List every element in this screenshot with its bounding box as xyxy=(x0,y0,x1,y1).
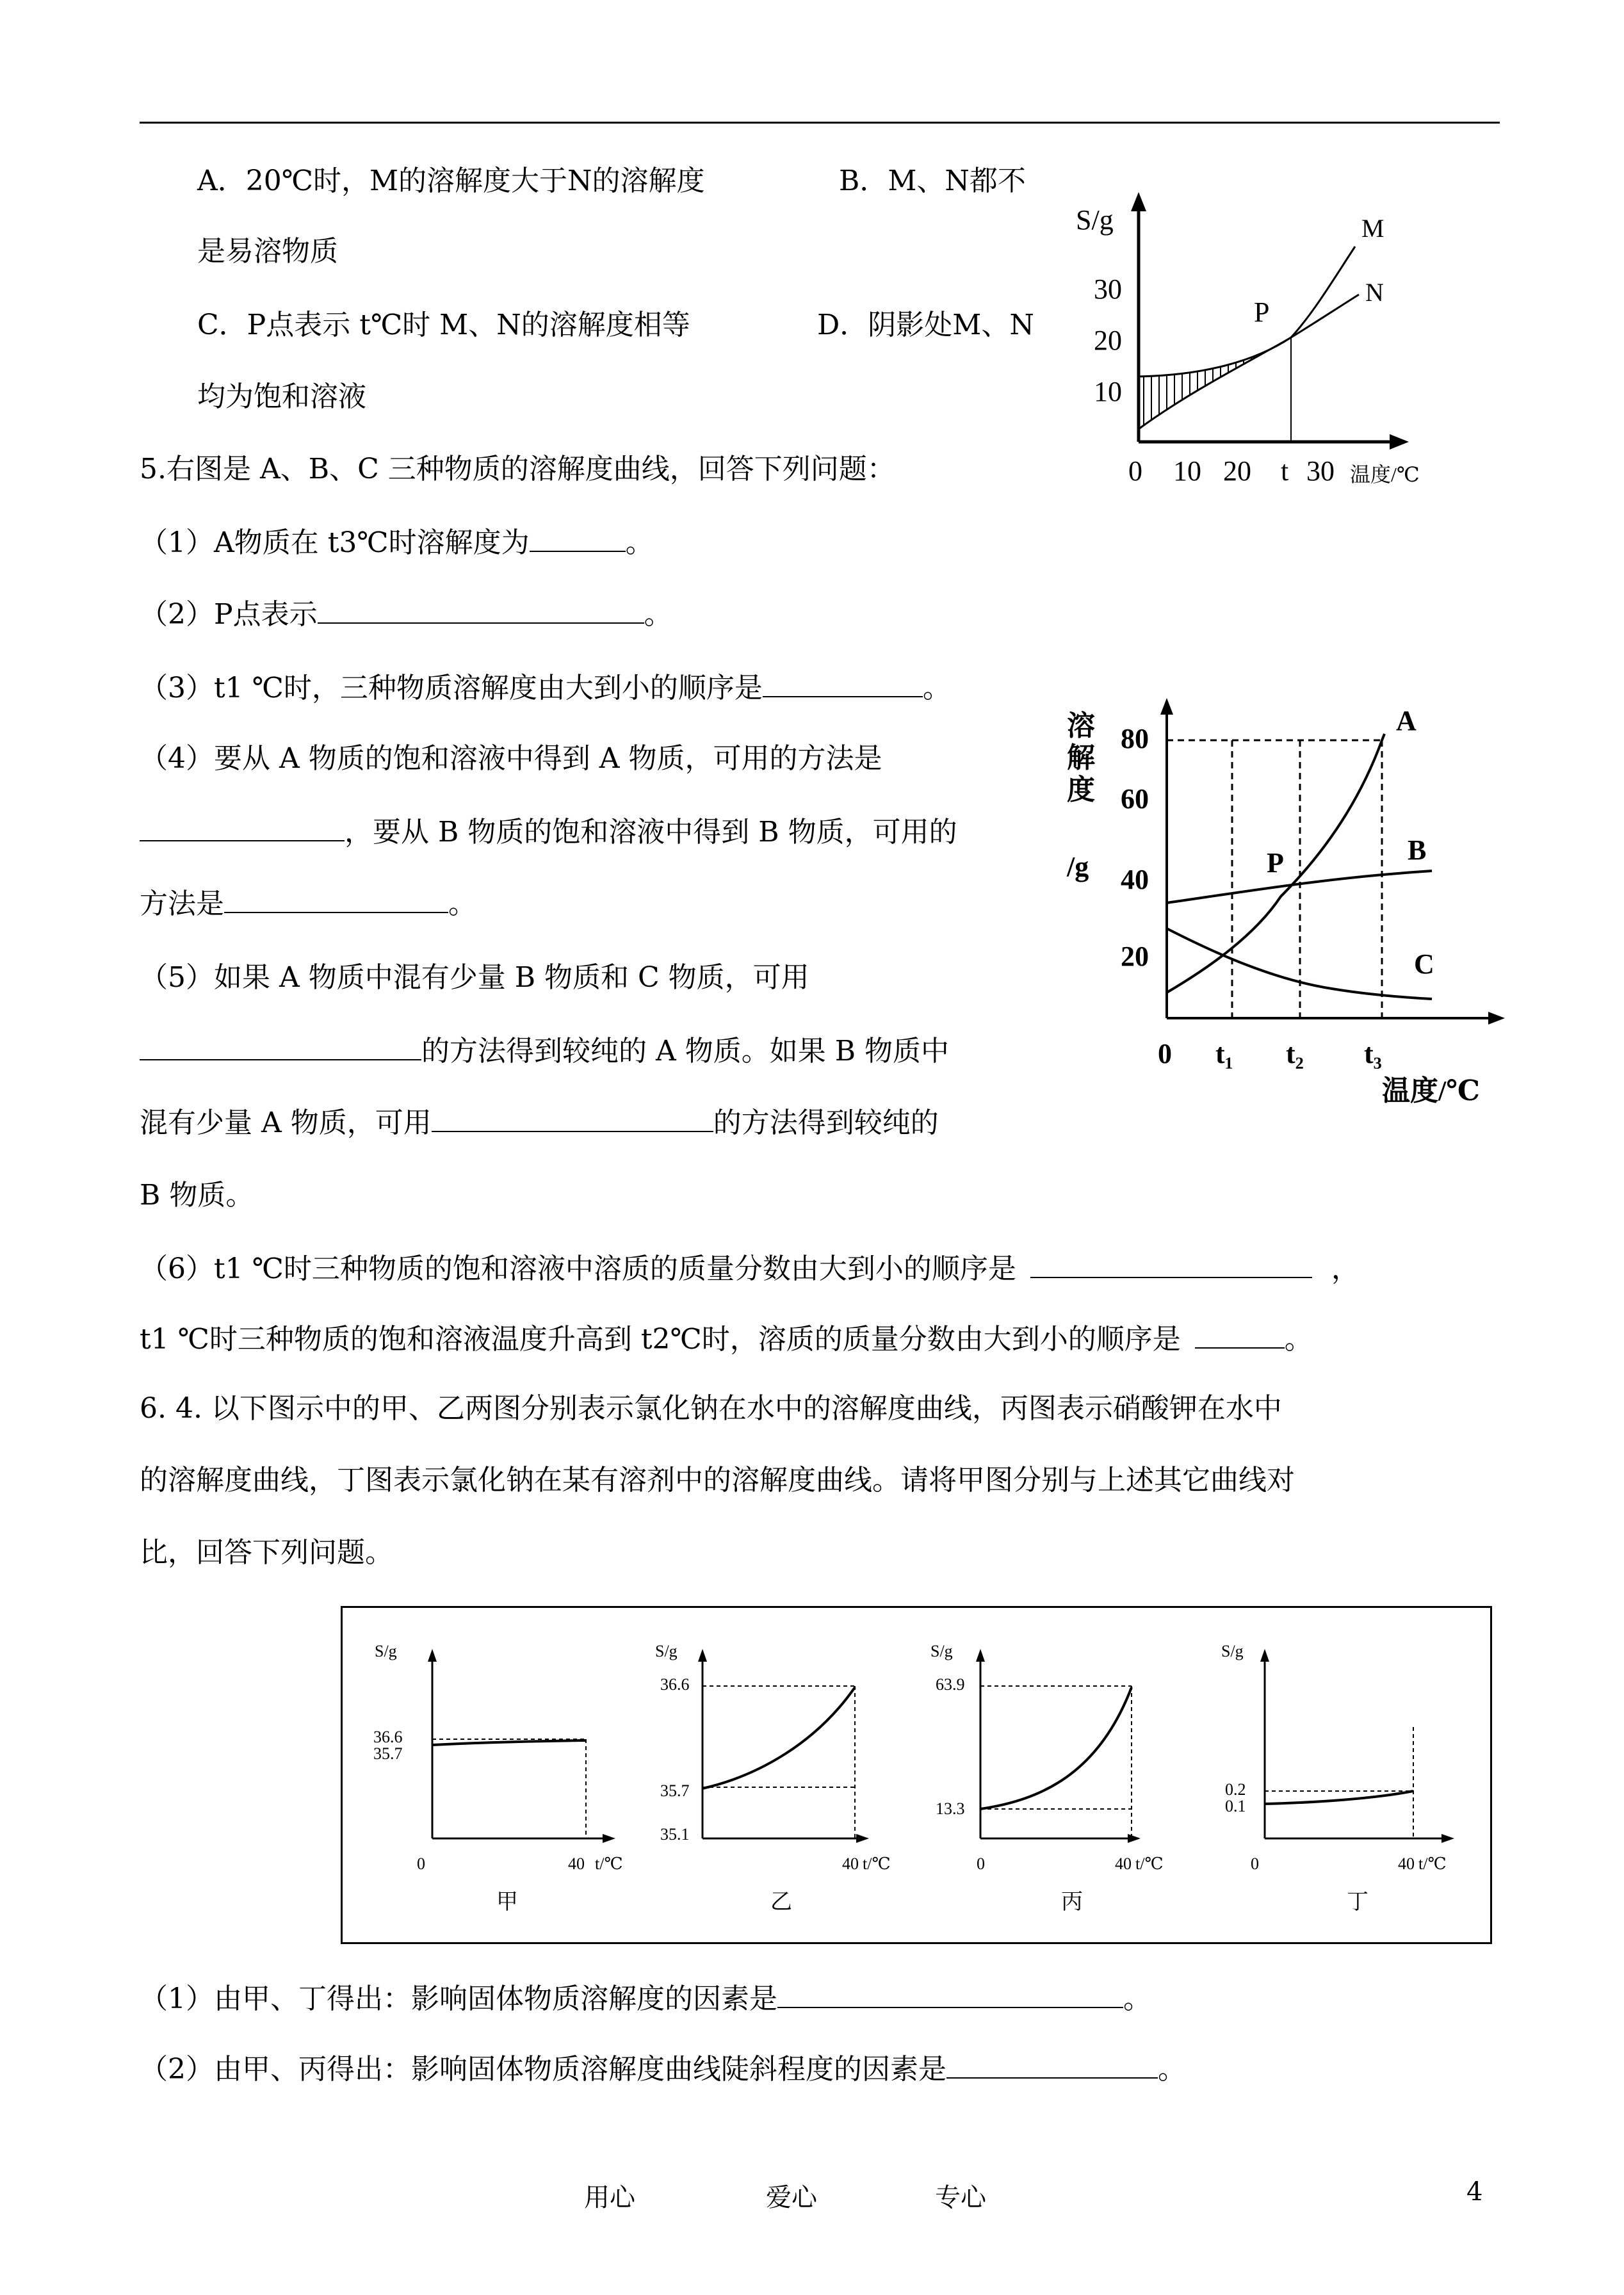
y-label-char-4: /g xyxy=(1067,851,1089,882)
q5-item-4-line2 xyxy=(140,812,957,852)
q6-answer-1-text: （1）由甲、丁得出：影响固体物质溶解度的因素是 xyxy=(140,1983,777,2015)
x-tick-40: 40 xyxy=(1115,1854,1132,1873)
q6-answer-1 xyxy=(140,1979,1151,2018)
y-axis-label: S/g xyxy=(1076,204,1114,236)
q5-item-5-line2 xyxy=(140,1031,949,1071)
answer-blank[interactable] xyxy=(224,884,448,913)
x-tick-40: 40 xyxy=(842,1854,859,1873)
option-d: D．阴影处M、N xyxy=(817,309,1034,341)
x-tick-40: 40 xyxy=(568,1854,585,1873)
answer-blank[interactable] xyxy=(530,523,626,552)
x-axis-label: 温度/℃ xyxy=(1350,463,1420,486)
panel-yi xyxy=(655,1642,891,1914)
y-label-char-2: 解 xyxy=(1067,742,1095,774)
x-tick-20: 20 xyxy=(1223,455,1251,487)
x-axis-arrow xyxy=(1390,434,1409,450)
q5-item-5-line1: （5）如果 A 物质中混有少量 B 物质和 C 物质，可用 xyxy=(140,961,809,994)
point-p-label: P xyxy=(1267,847,1284,879)
q6-answer-2-text: （2）由甲、丙得出：影响固体物质溶解度曲线陡斜程度的因素是 xyxy=(140,2053,946,2086)
q5-item-5-line3-end: 的方法得到较纯的 xyxy=(713,1107,939,1139)
q5-item-3-text: （3）t1 ℃时，三种物质溶解度由大到小的顺序是 xyxy=(140,672,763,704)
x-tick-t1: t₁ xyxy=(1215,1038,1233,1069)
punct: 。 xyxy=(448,888,476,920)
x-tick-0: 0 xyxy=(1128,455,1142,487)
y-tick-bottom: 35.1 xyxy=(660,1825,690,1844)
q5-item-5-line2-text: 的方法得到较纯的 A 物质。如果 B 物质中 xyxy=(421,1035,950,1067)
y-label-char-3: 度 xyxy=(1067,774,1095,806)
x-axis-arrow xyxy=(1441,1834,1454,1843)
y-tick-80: 80 xyxy=(1121,723,1149,754)
q6-line2: 的溶解度曲线，丁图表示氯化钠在某有溶剂中的溶解度曲线。请将甲图分别与上述其它曲线对 xyxy=(140,1464,1295,1496)
answer-blank[interactable] xyxy=(140,812,345,841)
point-p-label: P xyxy=(1254,296,1270,328)
x-tick-0: 0 xyxy=(1158,1038,1172,1069)
panel-ding xyxy=(1221,1642,1454,1914)
punct: 。 xyxy=(922,672,951,704)
page-number: 4 xyxy=(1466,2177,1483,2207)
option-b-cont: 是易溶物质 xyxy=(197,235,338,268)
panel-bing xyxy=(930,1642,1164,1914)
y-tick-top: 36.6 xyxy=(373,1728,403,1746)
x-axis-label: t/℃ xyxy=(595,1854,623,1873)
y-axis-label: S/g xyxy=(655,1642,678,1660)
q5-item-6-line2-text: t1 ℃时三种物质的饱和溶液温度升高到 t2℃时，溶质的质量分数由大到小的顺序是 xyxy=(140,1323,1181,1356)
q5-item-6-line1 xyxy=(140,1249,1360,1288)
q5-item-5-line3 xyxy=(140,1103,939,1142)
punct: 。 xyxy=(644,598,672,631)
y-axis-label: S/g xyxy=(930,1642,953,1660)
answer-blank[interactable] xyxy=(1195,1319,1285,1349)
q5-item-4-line1: （4）要从 A 物质的饱和溶液中得到 A 物质，可用的方法是 xyxy=(140,742,882,775)
q5-item-6-line2 xyxy=(140,1319,1313,1359)
y-tick-40: 40 xyxy=(1121,864,1149,895)
answer-blank[interactable] xyxy=(1030,1249,1312,1278)
y-tick-top: 36.6 xyxy=(660,1675,690,1694)
x-axis-arrow xyxy=(603,1834,615,1843)
q5-item-5-line3-text: 混有少量 A 物质，可用 xyxy=(140,1107,432,1139)
punct: 。 xyxy=(1284,1323,1313,1356)
y-axis-label: S/g xyxy=(1221,1642,1244,1660)
punct: 。 xyxy=(1123,1983,1151,2015)
x-axis-arrow xyxy=(856,1834,869,1843)
panel-caption: 甲 xyxy=(496,1890,518,1914)
q6-line1: 6. 4. 以下图示中的甲、乙两图分别表示氯化钠在水中的溶解度曲线，丙图表示硝酸钾在水中 xyxy=(140,1392,1282,1425)
q5-item-2 xyxy=(140,594,672,634)
option-c: C．P点表示 t℃时 M、N的溶解度相等 xyxy=(197,309,690,341)
option-b: B．M、N都不 xyxy=(839,165,1026,197)
answer-blank[interactable] xyxy=(140,1031,421,1060)
q5-item-6-line1-text: （6）t1 ℃时三种物质的饱和溶液中溶质的质量分数由大到小的顺序是 xyxy=(140,1253,1016,1285)
option-d-cont: 均为饱和溶液 xyxy=(197,380,366,413)
y-tick-20: 20 xyxy=(1121,941,1149,972)
punct: ， xyxy=(1331,1253,1360,1285)
y-tick-top: 63.9 xyxy=(936,1675,965,1694)
q5-item-4-line2-text: ，要从 B 物质的饱和溶液中得到 B 物质，可用的 xyxy=(345,816,957,848)
x-tick-t2: t₂ xyxy=(1286,1038,1304,1069)
y-tick-60: 60 xyxy=(1121,783,1149,815)
series-b-label: B xyxy=(1408,834,1427,866)
q5-stem: 5.右图是 A、B、C 三种物质的溶解度曲线，回答下列问题： xyxy=(140,453,895,485)
answer-blank[interactable] xyxy=(318,594,644,624)
y-axis-label: S/g xyxy=(375,1642,397,1660)
q5-item-2-text: （2）P点表示 xyxy=(140,598,318,631)
answer-blank[interactable] xyxy=(777,1979,1123,2008)
y-tick-20: 20 xyxy=(1094,325,1122,356)
q6-answer-2 xyxy=(140,2049,1186,2089)
x-axis-label: t/℃ xyxy=(863,1854,891,1873)
answer-blank[interactable] xyxy=(946,2049,1158,2079)
x-tick-10: 10 xyxy=(1173,455,1201,487)
footer-word-1: 用心 xyxy=(584,2183,635,2212)
curve-bing xyxy=(980,1687,1132,1809)
q5-item-4-line3 xyxy=(140,884,476,923)
q5-item-3 xyxy=(140,668,951,708)
y-tick-bottom: 35.7 xyxy=(373,1744,403,1763)
y-label-char-1: 溶 xyxy=(1067,710,1095,742)
y-axis-arrow xyxy=(1131,192,1146,211)
y-tick-30: 30 xyxy=(1094,273,1122,305)
curve-ding xyxy=(1265,1791,1413,1804)
panel-caption: 乙 xyxy=(770,1890,792,1914)
x-tick-t3: t₃ xyxy=(1364,1038,1382,1069)
x-tick-t: t xyxy=(1281,455,1289,487)
panel-jia xyxy=(373,1642,623,1914)
q5-item-5-line4: B 物质。 xyxy=(140,1179,254,1212)
x-axis-arrow xyxy=(1128,1834,1141,1843)
y-axis-arrow xyxy=(976,1649,985,1662)
origin-label: 0 xyxy=(417,1854,425,1873)
q5-item-1 xyxy=(140,523,654,562)
option-a: A．20℃时，M的溶解度大于N的溶解度 xyxy=(197,165,705,197)
q5-item-1-text: （1）A物质在 t3℃时溶解度为 xyxy=(140,526,530,559)
y-tick-bottom: 0.1 xyxy=(1225,1797,1246,1815)
footer-word-2: 爱心 xyxy=(766,2183,817,2212)
y-tick-mid: 35.7 xyxy=(660,1781,690,1800)
series-a-label: A xyxy=(1396,705,1417,736)
origin-label: 0 xyxy=(977,1854,985,1873)
curve-n xyxy=(1139,295,1359,377)
panel-caption: 丙 xyxy=(1061,1890,1083,1914)
q6-line3: 比，回答下列问题。 xyxy=(140,1536,393,1569)
punct: 。 xyxy=(625,526,654,559)
y-tick-bottom: 13.3 xyxy=(936,1799,965,1818)
origin-label: 0 xyxy=(1251,1854,1259,1873)
series-m-label: M xyxy=(1361,214,1384,243)
curve-jia xyxy=(432,1740,586,1745)
answer-blank[interactable] xyxy=(432,1103,713,1132)
punct: 。 xyxy=(1158,2053,1186,2086)
x-axis-label: t/℃ xyxy=(1135,1854,1164,1873)
figure-four-panels xyxy=(341,1606,1492,1944)
header-rule xyxy=(140,122,1500,124)
series-c-label: C xyxy=(1414,948,1434,980)
y-axis-arrow xyxy=(1260,1649,1269,1662)
answer-blank[interactable] xyxy=(763,668,923,697)
x-axis-arrow xyxy=(1488,1012,1505,1025)
panel-caption: 丁 xyxy=(1347,1890,1368,1914)
y-axis-arrow xyxy=(698,1649,707,1662)
figure-mn-solubility xyxy=(1063,186,1447,499)
y-tick-top: 0.2 xyxy=(1225,1780,1246,1799)
footer-word-3: 专心 xyxy=(935,2183,986,2212)
x-axis-label: 温度/℃ xyxy=(1382,1075,1480,1107)
y-axis-arrow xyxy=(428,1649,437,1662)
x-tick-40: 40 xyxy=(1398,1854,1415,1873)
q5-item-4-line3-text: 方法是 xyxy=(140,888,224,920)
y-axis-arrow xyxy=(1160,698,1173,715)
figure-abc-solubility xyxy=(1063,692,1511,1108)
series-n-label: N xyxy=(1365,278,1384,307)
x-axis-label: t/℃ xyxy=(1418,1854,1447,1873)
y-tick-10: 10 xyxy=(1094,376,1122,407)
curve-yi xyxy=(702,1687,855,1788)
x-tick-30: 30 xyxy=(1306,455,1335,487)
